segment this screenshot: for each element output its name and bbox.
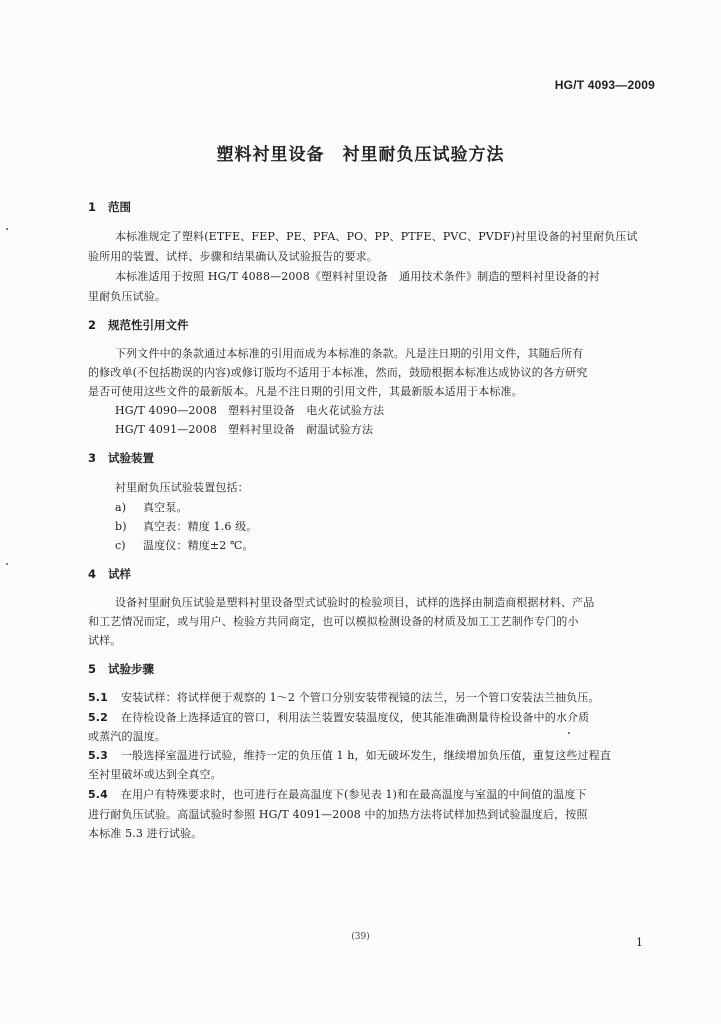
- section-2-heading: [88, 317, 189, 333]
- paragraph-line: 验所用的装置、试样、步骤和结果确认及试验报告的要求。: [88, 250, 378, 263]
- scan-speck: [6, 228, 8, 230]
- section-4-heading: [88, 566, 131, 582]
- clause-5-2: [88, 709, 589, 725]
- clause-text: 在待检设备上选择适宜的管口，利用法兰装置安装温度仪，使其能准确测量待检设备中的水介质: [121, 711, 590, 724]
- reference-line: HG/T 4090—2008 塑料衬里设备 电火花试验方法: [115, 404, 385, 417]
- paragraph-line: 和工艺情况而定，或与用户、检验方共同商定，也可以模拟检测设备的材质及加工工艺制作专门的小: [88, 615, 579, 628]
- clause-number: 5.2: [88, 711, 108, 724]
- clause-text: 安装试样：将试样便于观察的 1～2 个管口分别安装带视镜的法兰，另一个管口安装法兰抽负压。: [121, 691, 600, 704]
- section-title: 试验装置: [108, 451, 154, 465]
- list-item-text: 真空泵。: [143, 501, 188, 514]
- list-item: [115, 537, 254, 553]
- paragraph-line: 本标准适用于按照 HG/T 4088—2008《塑料衬里设备 通用技术条件》制造的塑料衬里设备的衬: [115, 270, 600, 283]
- section-title: 范围: [108, 200, 131, 214]
- section-title: 规范性引用文件: [108, 318, 189, 332]
- page-number: 1: [636, 936, 643, 949]
- clause-text: 进行耐负压试验。高温试验时参照 HG/T 4091—2008 中的加热方法将试样加热到试验温度后，按照: [88, 808, 588, 821]
- clause-text: 本标准 5.3 进行试验。: [88, 827, 203, 840]
- section-title: 试样: [108, 567, 131, 581]
- clause-5-1: [88, 689, 600, 705]
- paragraph-line: 衬里耐负压试验装置包括：: [115, 481, 249, 494]
- list-item-text: 真空表：精度 1.6 级。: [143, 520, 258, 533]
- section-number: 5: [88, 662, 97, 676]
- list-item-label: c): [115, 539, 126, 552]
- section-number: 1: [88, 200, 97, 214]
- scan-speck: [6, 563, 8, 565]
- paragraph-line: 设备衬里耐负压试验是塑料衬里设备型式试验时的检验项目，试样的选择由制造商根据材料、产品: [115, 596, 595, 609]
- section-5-heading: [88, 661, 154, 677]
- list-item: [115, 518, 257, 534]
- clause-number: 5.1: [88, 691, 108, 704]
- clause-text: 在用户有特殊要求时，也可进行在最高温度下(参见表 1)和在最高温度与室温的中间值的温度下: [121, 788, 587, 801]
- clause-text: 至衬里破坏或达到全真空。: [88, 768, 222, 781]
- section-1-heading: [88, 199, 131, 215]
- clause-text: 或蒸汽的温度。: [88, 730, 167, 743]
- page-mark: (39): [351, 932, 370, 942]
- document-title: 塑料衬里设备 衬里耐负压试验方法: [216, 145, 505, 165]
- scan-speck: [568, 732, 570, 734]
- paragraph-line: 是否可使用这些文件的最新版本。凡是不注日期的引用文件，其最新版本适用于本标准。: [88, 385, 523, 398]
- paragraph-line: 下列文件中的条款通过本标准的引用而成为本标准的条款。凡是注日期的引用文件，其随后所有: [115, 347, 584, 360]
- list-item: [115, 499, 188, 515]
- clause-number: 5.3: [88, 749, 108, 762]
- section-number: 4: [88, 567, 97, 581]
- clause-5-4: [88, 786, 587, 802]
- clause-number: 5.4: [88, 788, 108, 801]
- list-item-text: 温度仪：精度±2 ℃。: [143, 539, 254, 552]
- standard-code: HG/T 4093—2009: [554, 78, 655, 92]
- paragraph-line: 的修改单(不包括勘误的内容)或修订版均不适用于本标准，然而，鼓励根据本标准达成协议的各方研究: [88, 366, 588, 379]
- paragraph-line: 本标准规定了塑料(ETFE、FEP、PE、PFA、PO、PP、PTFE、PVC、PVDF)衬里设备的衬里耐负压试: [115, 230, 638, 243]
- section-number: 3: [88, 451, 97, 465]
- paragraph-line: 里耐负压试验。: [88, 290, 167, 303]
- section-number: 2: [88, 318, 97, 332]
- list-item-label: a): [115, 501, 127, 514]
- clause-5-3: [88, 747, 611, 763]
- reference-line: HG/T 4091—2008 塑料衬里设备 耐温试验方法: [115, 423, 374, 436]
- clause-text: 一般选择室温进行试验，维持一定的负压值 1 h，如无破坏发生，继续增加负压值，重复这些过程直: [121, 749, 611, 762]
- list-item-label: b): [115, 520, 127, 533]
- section-3-heading: [88, 450, 154, 466]
- section-title: 试验步骤: [108, 662, 154, 676]
- paragraph-line: 试样。: [88, 634, 122, 647]
